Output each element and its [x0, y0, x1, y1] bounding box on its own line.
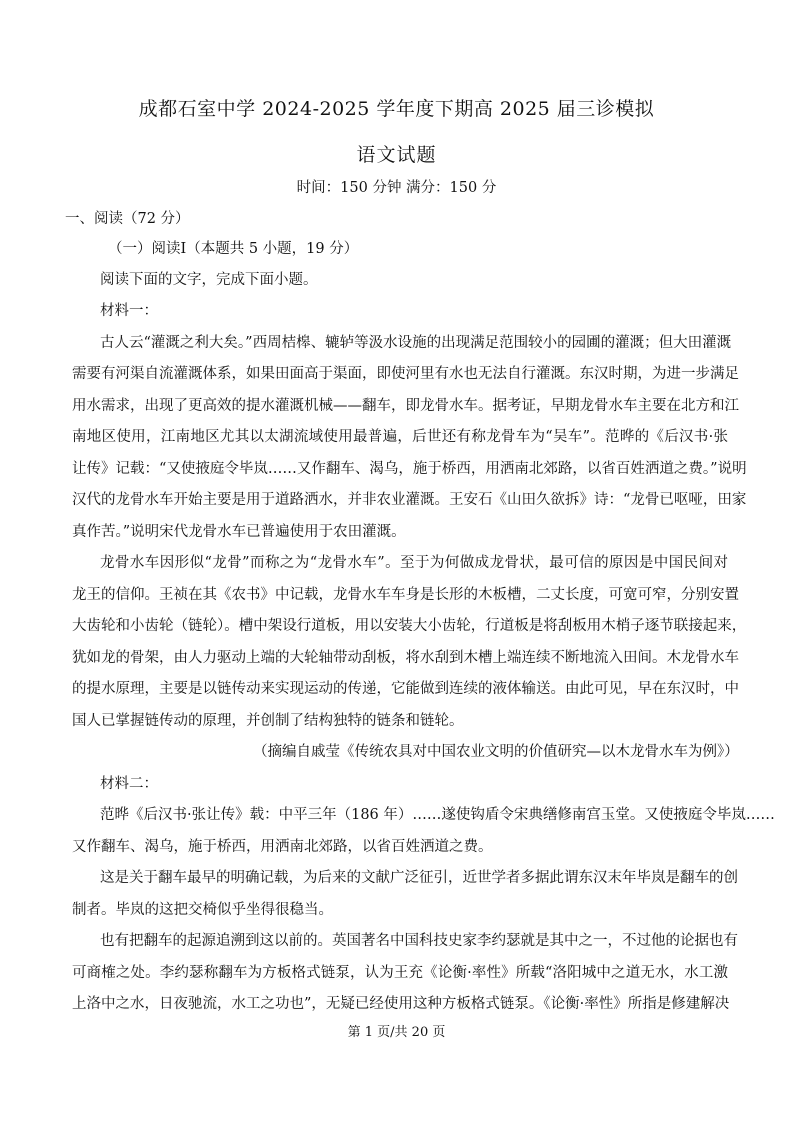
- material1-line: 的提水原理，主要是以链传动来实现运动的传递，它能做到连续的液体输送。由此可见，早在东汉时，中: [72, 681, 739, 697]
- section-heading: 一、阅读（72 分）: [65, 211, 190, 227]
- material1-line: 需要有河渠自流灌溉体系，如果田面高于渠面，即使河里有水也无法自行灌溉。东汉时期，为进一步满足: [72, 366, 739, 382]
- material2-line: 可商榷之处。李约瑟称翻车为方板格式链泵，认为王充《论衡·率性》所载“洛阳城中之道无水，水工激: [72, 965, 728, 981]
- material1-line: 南地区使用，江南地区尤其以太湖流域使用最普遍，后世还有称龙骨车为“吴车”。范晔的《后汉书·张: [72, 429, 728, 445]
- material1-line: 真作苦。”说明宋代龙骨水车已普遍使用于农田灌溉。: [72, 524, 406, 540]
- material2-line: 也有把翻车的起源追溯到这以前的。英国著名中国科技史家李约瑟就是其中之一，不过他的论据也有: [100, 933, 738, 949]
- material2-line: 范晔《后汉书·张让传》载：中平三年（186 年）……遂使钩盾令宋典缮修南宫玉堂。又使掖庭令毕岚……: [100, 807, 775, 823]
- section-subheading: （一）阅读Ⅰ（本题共 5 小题，19 分）: [108, 241, 359, 257]
- material1-line: 龙骨水车因形似“龙骨”而称之为“龙骨水车”。至于为何做成龙骨状，最可信的原因是中国民间对: [100, 555, 728, 571]
- instruction-text: 阅读下面的文字，完成下面小题。: [100, 272, 318, 288]
- material1-line: 国人已掌握链传动的原理，并创制了结构独特的链条和链轮。: [72, 713, 464, 729]
- material1-source: （摘编自戚莹《传统农具对中国农业文明的价值研究—以木龙骨水车为例》）: [253, 744, 739, 760]
- material2-line: 又作翻车、渴乌，施于桥西，用洒南北郊路，以省百姓洒道之费。: [72, 839, 493, 855]
- material1-line: 犹如龙的骨架，由人力驱动上端的大轮轴带动刮板，将水刮到木槽上端连续不断地流入田间。木龙骨水车: [72, 650, 739, 666]
- page-footer: 第 1 页/共 20 页: [347, 1025, 446, 1040]
- material1-line: 龙王的信仰。王祯在其《农书》中记载，龙骨水车车身是长形的木板槽，二丈长度，可宽可窄，分别安置: [72, 587, 739, 603]
- exam-title: 成都石室中学 2024-2025 学年度下期高 2025 届三诊模拟: [138, 98, 655, 120]
- material1-line: 古人云“灌溉之利大矣。”西周桔槔、辘轳等汲水设施的出现满足范围较小的园圃的灌溉；但大田灌溉: [100, 335, 732, 351]
- material1-line: 用水需求，出现了更高效的提水灌溉机械——翻车，即龙骨水车。据考证，早期龙骨水车主要在北方和江: [72, 398, 739, 414]
- material1-label: 材料一：: [100, 303, 158, 319]
- material1-line: 大齿轮和小齿轮（链轮）。槽中架设行道板，用以安装大小齿轮，行道板是将刮板用木梢子逐节联接起来，: [72, 618, 747, 634]
- material2-label: 材料二：: [100, 776, 158, 792]
- material1-line: 让传》记载：“又使掖庭令毕岚……又作翻车、渴乌，施于桥西，用洒南北郊路，以省百姓洒道之费。”说明: [72, 461, 747, 477]
- time-info: 时间：150 分钟 满分：150 分: [296, 180, 497, 196]
- subject-title: 语文试题: [356, 144, 437, 166]
- material2-line: 这是关于翻车最早的明确记载，为后来的文献广泛征引，近世学者多据此谓东汉末年毕岚是翻车的创: [100, 870, 738, 886]
- material1-line: 汉代的龙骨水车开始主要是用于道路洒水，并非农业灌溉。王安石《山田久欲拆》诗：“龙骨已呕哑，田家: [72, 492, 747, 508]
- material2-line: 制者。毕岚的这把交椅似乎坐得很稳当。: [72, 902, 333, 918]
- material2-line: 上洛中之水，日夜驰流，水工之功也”，无疑已经使用这种方板格式链泵。《论衡·率性》所指是修建解决: [72, 996, 730, 1012]
